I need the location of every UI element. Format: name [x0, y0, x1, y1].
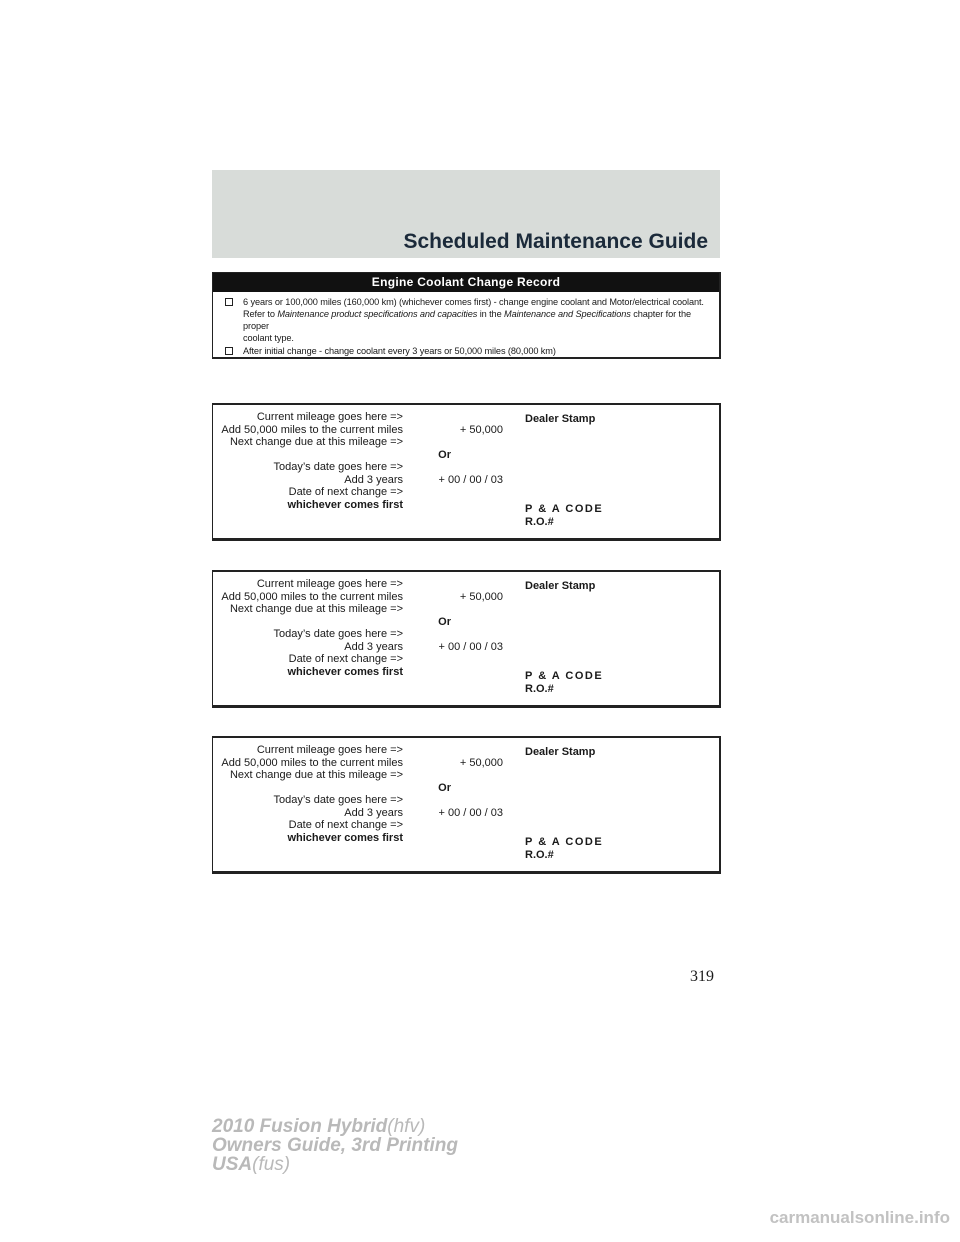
date-next-label: Date of next change =>: [288, 486, 403, 498]
service-entry-box: [212, 570, 721, 708]
service-entry-box: [212, 736, 721, 874]
or-label: Or: [438, 448, 451, 461]
entry-values: [409, 411, 503, 486]
page-title: Scheduled Maintenance Guide: [403, 230, 708, 253]
record-list: [213, 292, 719, 357]
add-years-label: Add 3 years: [344, 473, 403, 486]
record-title: Engine Coolant Change Record: [213, 273, 719, 292]
record-item-line: coolant type.: [243, 333, 294, 343]
todays-date-label: Today’s date goes here =>: [273, 628, 403, 640]
next-change-label: Next change due at this mileage =>: [229, 769, 403, 781]
record-item-line: After initial change - change coolant every 3 years or 50,000 miles (80,000 km): [243, 346, 556, 356]
ro-label: R.O.#: [525, 516, 554, 528]
add-years-value: + 00 / 00 / 03: [438, 806, 503, 819]
or-label: Or: [438, 781, 451, 794]
footer-model-code: (hfv): [387, 1116, 426, 1137]
pa-code-label: P & A CODE: [525, 836, 604, 848]
date-next-label: Date of next change =>: [288, 819, 403, 831]
text-refer: Refer to: [243, 309, 278, 319]
todays-date-label: Today’s date goes here =>: [273, 794, 403, 806]
text-chapter-end: chapter for the proper: [243, 309, 691, 331]
current-mileage-label: Current mileage goes here =>: [256, 744, 403, 756]
footer-line-1: [212, 1117, 458, 1136]
checkbox-icon[interactable]: [225, 347, 233, 355]
entry-labels: [213, 411, 403, 511]
record-item-line: 6 years or 100,000 miles (160,000 km) (whichever comes first) - change engine coolant and Motor/electrical coolant.: [243, 297, 704, 307]
add-miles-label: Add 50,000 miles to the current miles: [221, 590, 403, 603]
text-in-the: in the: [477, 309, 505, 319]
date-next-label: Date of next change =>: [288, 653, 403, 665]
entry-labels: [213, 578, 403, 678]
add-years-value: + 00 / 00 / 03: [438, 473, 503, 486]
or-label: Or: [438, 615, 451, 628]
dealer-stamp-label: Dealer Stamp: [525, 413, 596, 425]
pa-code-label: P & A CODE: [525, 670, 604, 682]
ro-label: R.O.#: [525, 849, 554, 861]
pa-code-label: P & A CODE: [525, 503, 604, 515]
footer-line-3: [212, 1155, 458, 1174]
site-watermark: carmanualsonline.info: [769, 1208, 950, 1227]
text-italic-chapter: Maintenance and Specifications: [504, 309, 631, 319]
footer-model: 2010 Fusion Hybrid: [212, 1116, 388, 1137]
record-item-subsequent: [213, 345, 719, 357]
next-change-label: Next change due at this mileage =>: [229, 436, 403, 448]
header-band: [212, 170, 720, 258]
todays-date-label: Today’s date goes here =>: [273, 461, 403, 473]
dealer-stamp-label: Dealer Stamp: [525, 580, 596, 592]
whichever-label: whichever comes first: [287, 665, 403, 678]
current-mileage-label: Current mileage goes here =>: [256, 411, 403, 423]
footer-market: USA: [212, 1154, 253, 1175]
checkbox-icon[interactable]: [225, 298, 233, 306]
whichever-label: whichever comes first: [287, 831, 403, 844]
dealer-stamp-label: Dealer Stamp: [525, 746, 596, 758]
ro-label: R.O.#: [525, 683, 554, 695]
add-years-value: + 00 / 00 / 03: [438, 640, 503, 653]
entry-labels: [213, 744, 403, 844]
add-years-label: Add 3 years: [344, 806, 403, 819]
document-footer: [212, 1117, 458, 1174]
coolant-record-box: [212, 272, 721, 359]
add-miles-label: Add 50,000 miles to the current miles: [221, 756, 403, 769]
add-miles-value: + 50,000: [459, 590, 503, 603]
footer-market-code: (fus): [252, 1154, 291, 1175]
entry-values: [409, 744, 503, 819]
service-entry-box: [212, 403, 721, 541]
whichever-label: whichever comes first: [287, 498, 403, 511]
next-change-label: Next change due at this mileage =>: [229, 603, 403, 615]
current-mileage-label: Current mileage goes here =>: [256, 578, 403, 590]
footer-line-2: Owners Guide, 3rd Printing: [212, 1135, 458, 1156]
page-number: 319: [690, 968, 714, 985]
record-item-initial: [213, 296, 719, 344]
add-miles-value: + 50,000: [459, 756, 503, 769]
text-italic-capacities: Maintenance product specifications and capacities: [277, 309, 478, 319]
add-years-label: Add 3 years: [344, 640, 403, 653]
add-miles-label: Add 50,000 miles to the current miles: [221, 423, 403, 436]
entry-values: [409, 578, 503, 653]
record-item-line: [243, 308, 711, 332]
add-miles-value: + 50,000: [459, 423, 503, 436]
